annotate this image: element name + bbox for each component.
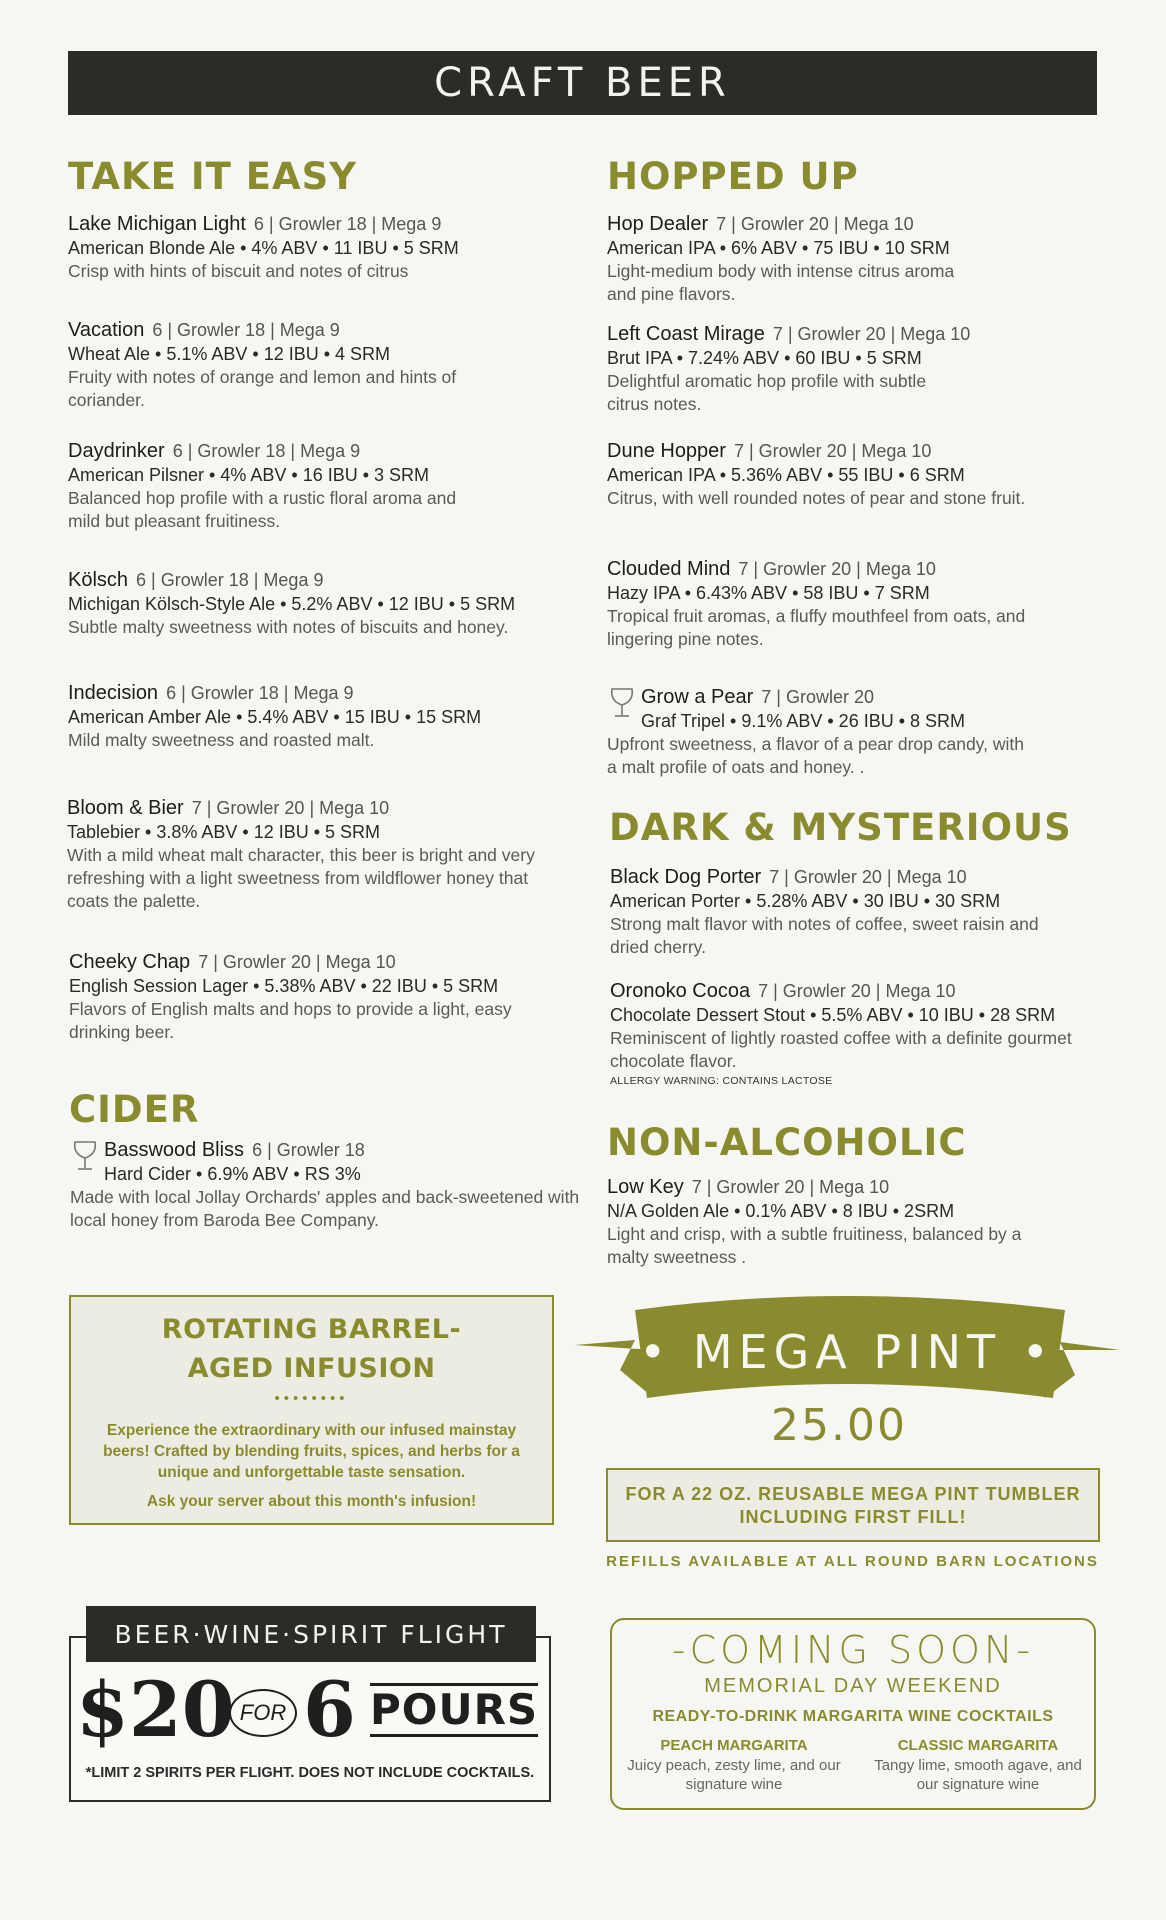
- item-price: 6 | Growler 18: [252, 1140, 365, 1160]
- menu-item: [69, 950, 579, 1044]
- item-style: American IPA • 6% ABV • 75 IBU • 10 SRM: [607, 238, 950, 258]
- classic-margarita-title: CLASSIC MARGARITA: [897, 1737, 1059, 1754]
- barrel-title: [71, 1310, 552, 1388]
- item-name: Cheeky Chap: [69, 951, 191, 973]
- classic-margarita: [868, 1736, 1088, 1794]
- item-name: Clouded Mind: [607, 558, 731, 580]
- menu-item: [610, 979, 1130, 1087]
- item-price: 7 | Growler 20 | Mega 10: [738, 559, 936, 579]
- item-description: Fruity with notes of orange and lemon and hints of coriander.: [68, 367, 457, 410]
- banner-title: CRAFT BEER: [434, 60, 731, 106]
- item-description: Made with local Jollay Orchards' apples and back-sweetened with local honey from Baroda Bee Company.: [70, 1187, 580, 1230]
- item-name: Black Dog Porter: [610, 866, 762, 888]
- item-description: Citrus, with well rounded notes of pear and stone fruit.: [607, 488, 1026, 508]
- item-name: Indecision: [68, 682, 159, 704]
- item-name: Bloom & Bier: [67, 797, 184, 819]
- item-price: 6 | Growler 18 | Mega 9: [166, 683, 354, 703]
- item-price: 6 | Growler 18 | Mega 9: [253, 214, 442, 234]
- peach-margarita-desc: Juicy peach, zesty lime, and our signature wine: [627, 1757, 841, 1793]
- item-style: English Session Lager • 5.38% ABV • 22 IBU • 5 SRM: [69, 976, 499, 996]
- item-description: Subtle malty sweetness with notes of biscuits and honey.: [68, 617, 509, 637]
- item-description: Upfront sweetness, a flavor of a pear drop candy, with a malt profile of oats and honey. .: [607, 734, 1024, 777]
- barrel-infusion-box: [69, 1295, 554, 1525]
- item-price: 6 | Growler 18 | Mega 9: [172, 441, 361, 461]
- item-style: American IPA • 5.36% ABV • 55 IBU • 6 SRM: [607, 465, 965, 485]
- item-description: Delightful aromatic hop profile with subtle citrus notes.: [607, 371, 927, 414]
- item-description: With a mild wheat malt character, this beer is bright and very refreshing with a light sweetness from wildflower honey that coats the palette.: [67, 845, 535, 911]
- flight-title: BEER·WINE·SPIRIT FLIGHT: [114, 1619, 508, 1649]
- coming-soon-heading: READY-TO-DRINK MARGARITA WINE COCKTAILS: [652, 1708, 1054, 1725]
- item-price: 7 | Growler 20 | Mega 10: [198, 952, 396, 972]
- section-title-dark-and-mysterious: DARK & MYSTERIOUS: [609, 806, 1072, 849]
- barrel-title-line1: ROTATING BARREL-: [161, 1314, 462, 1345]
- mega-box-line1: FOR A 22 OZ. REUSABLE MEGA PINT TUMBLER: [625, 1484, 1081, 1504]
- snifter-glass-icon: [70, 1138, 100, 1178]
- item-name: Left Coast Mirage: [607, 323, 765, 345]
- item-price: 7 | Growler 20 | Mega 10: [772, 324, 971, 344]
- mega-pint-price: 25.00: [771, 1400, 907, 1451]
- section-title-take-it-easy: TAKE IT EASY: [68, 155, 358, 198]
- flight-for-badge: FOR: [229, 1689, 297, 1737]
- mega-box-line2: INCLUDING FIRST FILL!: [739, 1507, 967, 1527]
- snifter-glass-icon: [607, 685, 637, 725]
- peach-margarita-title: PEACH MARGARITA: [660, 1737, 808, 1754]
- peach-margarita: [624, 1736, 844, 1794]
- menu-item: [607, 439, 1117, 510]
- item-description: Strong malt flavor with notes of coffee, sweet raisin and dried cherry.: [610, 914, 1039, 957]
- item-style: Hazy IPA • 6.43% ABV • 58 IBU • 7 SRM: [607, 583, 930, 603]
- item-style: Chocolate Dessert Stout • 5.5% ABV • 10 IBU • 28 SRM: [610, 1005, 1056, 1025]
- section-title-cider: CIDER: [69, 1088, 200, 1131]
- item-style: Graf Tripel • 9.1% ABV • 26 IBU • 8 SRM: [641, 711, 966, 731]
- item-description: Reminiscent of lightly roasted coffee with a definite gourmet chocolate flavor.: [610, 1028, 1072, 1071]
- item-price: 6 | Growler 18 | Mega 9: [152, 320, 340, 340]
- dot-divider: ••••••••: [274, 1390, 349, 1407]
- item-description: Tropical fruit aromas, a fluffy mouthfeel from oats, and lingering pine notes.: [607, 606, 1026, 649]
- item-description: Crisp with hints of biscuit and notes of citrus: [68, 261, 409, 281]
- flight-note: *LIMIT 2 SPIRITS PER FLIGHT. DOES NOT INCLUDE COCKTAILS.: [85, 1765, 535, 1781]
- coming-soon-subtitle: MEMORIAL DAY WEEKEND: [704, 1675, 1002, 1697]
- allergy-warning: ALLERGY WARNING: CONTAINS LACTOSE: [610, 1075, 833, 1087]
- item-name: Daydrinker: [68, 440, 165, 462]
- item-style: Hard Cider • 6.9% ABV • RS 3%: [104, 1164, 361, 1184]
- menu-item: [70, 1138, 590, 1232]
- classic-margarita-desc: Tangy lime, smooth agave, and our signature wine: [874, 1757, 1082, 1793]
- item-style: American Pilsner • 4% ABV • 16 IBU • 3 SRM: [68, 465, 430, 485]
- coming-soon-title: -COMING SOON-: [671, 1628, 1035, 1672]
- section-title-hopped-up: HOPPED UP: [607, 155, 859, 198]
- item-price: 7 | Growler 20 | Mega 10: [691, 1177, 890, 1197]
- item-description: Mild malty sweetness and roasted malt.: [68, 730, 375, 750]
- craft-beer-banner: [68, 51, 1097, 115]
- menu-item: [607, 322, 1117, 416]
- item-price: 7 | Growler 20 | Mega 10: [758, 981, 956, 1001]
- item-style: Michigan Kölsch-Style Ale • 5.2% ABV • 12 IBU • 5 SRM: [68, 594, 516, 614]
- item-name: Basswood Bliss: [104, 1139, 245, 1161]
- item-name: Hop Dealer: [607, 213, 709, 235]
- item-style: American Blonde Ale • 4% ABV • 11 IBU • 5 SRM: [68, 238, 459, 258]
- menu-item: [607, 685, 1117, 779]
- item-price: 7 | Growler 20 | Mega 10: [191, 798, 390, 818]
- item-price: 6 | Growler 18 | Mega 9: [136, 570, 324, 590]
- item-name: Kölsch: [68, 569, 129, 591]
- mega-refills-note: REFILLS AVAILABLE AT ALL ROUND BARN LOCATIONS: [606, 1553, 1099, 1570]
- item-name: Vacation: [68, 319, 145, 341]
- item-style: Wheat Ale • 5.1% ABV • 12 IBU • 4 SRM: [68, 344, 391, 364]
- item-description: Flavors of English malts and hops to provide a light, easy drinking beer.: [69, 999, 512, 1042]
- menu-item: [68, 681, 578, 752]
- menu-item: [607, 212, 1117, 306]
- item-style: N/A Golden Ale • 0.1% ABV • 8 IBU • 2SRM: [607, 1201, 955, 1221]
- menu-item: [68, 212, 578, 283]
- menu-item: [68, 318, 578, 412]
- item-description: Balanced hop profile with a rustic floral aroma and mild but pleasant fruitiness.: [68, 488, 457, 531]
- barrel-description: Experience the extraordinary with our infused mainstay beers! Crafted by blending fruits, spices, and herbs for a unique and unforgettable taste sensation.: [103, 1422, 520, 1481]
- item-name: Dune Hopper: [607, 440, 726, 462]
- menu-item: [610, 865, 1120, 959]
- flight-count: 6: [303, 1665, 356, 1754]
- item-style: Tablebier • 3.8% ABV • 12 IBU • 5 SRM: [67, 822, 381, 842]
- mega-pint-label: • MEGA PINT •: [639, 1325, 1055, 1379]
- menu-item: [607, 1175, 1117, 1269]
- item-name: Oronoko Cocoa: [610, 980, 751, 1002]
- flight-pours: POURS: [370, 1683, 538, 1737]
- item-style: American Porter • 5.28% ABV • 30 IBU • 30 SRM: [610, 891, 1001, 911]
- flight-price: $20: [76, 1665, 235, 1754]
- item-price: 7 | Growler 20 | Mega 10: [716, 214, 914, 234]
- menu-item: [607, 557, 1117, 651]
- menu-item: [68, 439, 578, 533]
- item-price: 7 | Growler 20: [761, 687, 874, 707]
- flight-tag: [86, 1606, 536, 1662]
- barrel-title-line2: AGED INFUSION: [187, 1353, 436, 1384]
- mega-pint-box: [606, 1468, 1100, 1542]
- item-description: Light and crisp, with a subtle fruitiness, balanced by a malty sweetness .: [607, 1224, 1022, 1267]
- item-style: Brut IPA • 7.24% ABV • 60 IBU • 5 SRM: [607, 348, 922, 368]
- menu-item: [67, 796, 577, 913]
- menu-item: [68, 568, 578, 639]
- item-name: Lake Michigan Light: [68, 213, 246, 235]
- barrel-ask: Ask your server about this month's infusion!: [146, 1493, 477, 1510]
- item-name: Grow a Pear: [641, 686, 754, 708]
- section-title-non-alcoholic: NON-ALCOHOLIC: [607, 1121, 967, 1164]
- item-price: 7 | Growler 20 | Mega 10: [733, 441, 932, 461]
- item-name: Low Key: [607, 1176, 684, 1198]
- item-price: 7 | Growler 20 | Mega 10: [769, 867, 967, 887]
- item-style: American Amber Ale • 5.4% ABV • 15 IBU • 15 SRM: [68, 707, 482, 727]
- item-description: Light-medium body with intense citrus aroma and pine flavors.: [607, 261, 955, 304]
